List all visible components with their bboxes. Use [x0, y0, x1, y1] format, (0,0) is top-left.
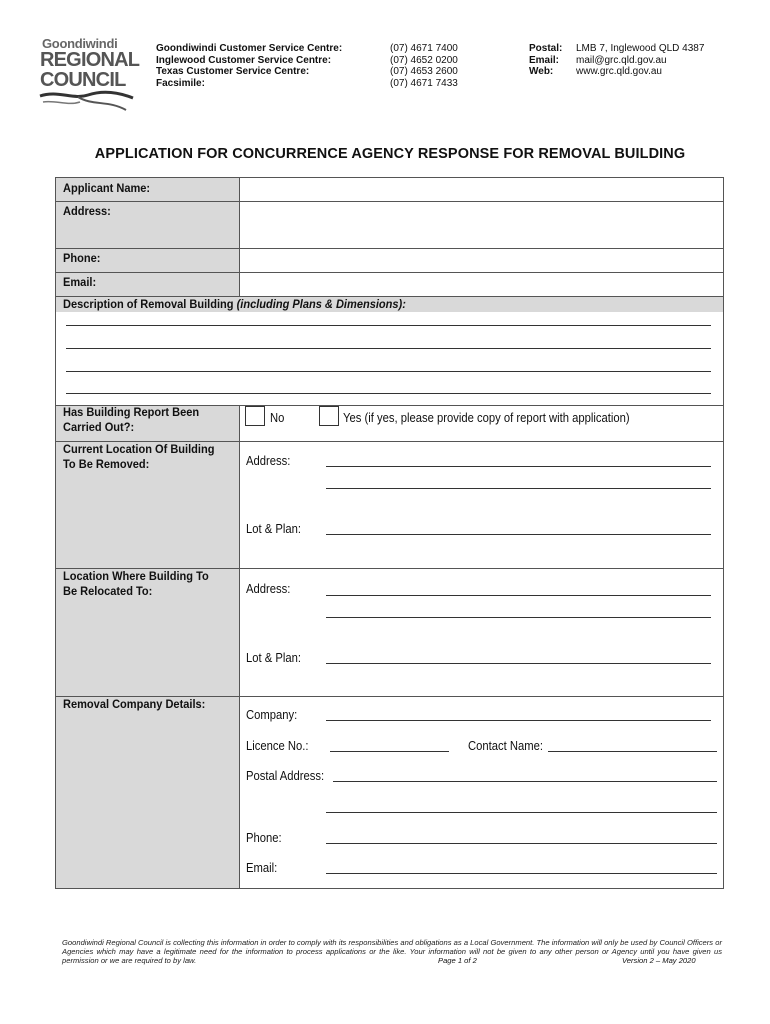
- phone-field[interactable]: [241, 250, 721, 271]
- relocation-line: Be Relocated To:: [63, 584, 153, 598]
- contact-name-label: Contact Name:: [468, 739, 544, 753]
- row-divider: [56, 248, 723, 249]
- building-report-line: Has Building Report Been: [63, 405, 200, 419]
- relocation-lot-plan-line[interactable]: [326, 663, 711, 664]
- relocation-label: [63, 569, 209, 599]
- description-line[interactable]: [66, 393, 711, 394]
- council-logo: [38, 36, 138, 116]
- version-label: Version 2 – May 2020: [622, 956, 696, 965]
- relocation-address-line[interactable]: [326, 595, 711, 596]
- column-divider: [239, 405, 240, 888]
- centre-phone: (07) 4671 7400: [390, 43, 458, 54]
- postal-label: Postal:: [529, 43, 563, 54]
- web-address: www.grc.qld.gov.au: [576, 66, 662, 77]
- relocation-address-label: Address:: [246, 582, 291, 596]
- centre-phone: (07) 4653 2600: [390, 66, 458, 77]
- address-field[interactable]: [241, 203, 721, 247]
- row-divider: [56, 272, 723, 273]
- company-phone-label: Phone:: [246, 831, 282, 845]
- logo-line-2: REGIONAL: [40, 49, 140, 71]
- company-phone-line[interactable]: [326, 843, 717, 844]
- postal-address-line[interactable]: [326, 812, 717, 813]
- relocation-address-line[interactable]: [326, 617, 711, 618]
- contact-name-line[interactable]: [548, 751, 717, 752]
- company-email-line[interactable]: [326, 873, 717, 874]
- email-label: Email:: [63, 275, 97, 289]
- description-line[interactable]: [66, 325, 711, 326]
- postal-labels: [529, 43, 574, 78]
- service-centres-phones: [390, 43, 510, 89]
- report-no-label: No: [270, 411, 285, 425]
- current-address-line[interactable]: [326, 466, 711, 467]
- postal-values: [576, 43, 726, 78]
- company-details-label: Removal Company Details:: [63, 697, 206, 711]
- current-location-line: To Be Removed:: [63, 457, 150, 471]
- licence-line[interactable]: [330, 751, 449, 752]
- report-yes-label: Yes (if yes, please provide copy of report with application): [343, 411, 630, 425]
- building-report-line: Carried Out?:: [63, 420, 135, 434]
- email-field[interactable]: [241, 274, 721, 295]
- description-text: Description of Removal Building: [63, 297, 237, 311]
- phone-label: Phone:: [63, 251, 101, 265]
- column-divider: [239, 178, 240, 296]
- page-number: Page 1 of 2: [438, 956, 477, 965]
- current-location-line: Current Location Of Building: [63, 442, 215, 456]
- building-report-label: [63, 405, 199, 435]
- current-address-label: Address:: [246, 454, 291, 468]
- application-form: [55, 177, 724, 889]
- current-location-label: [63, 442, 214, 472]
- centre-phone: (07) 4652 0200: [390, 54, 458, 66]
- web-label: Web:: [529, 66, 554, 77]
- centre-label: Goondiwindi Customer Service Centre:: [156, 43, 343, 54]
- label-column-bottom: [56, 405, 239, 888]
- row-divider: [56, 201, 723, 202]
- report-yes-checkbox[interactable]: [319, 406, 339, 426]
- privacy-notice: Goondiwindi Regional Council is collecting this information in order to comply with its responsibilities and obligations as a Local Government. The information will only be used by Council Officers or Agencies which may have a legitimate need for the information to process applications or the like. Your information will not be given to any other person or Agency until you have given us permission or we are required to by law.: [62, 938, 722, 965]
- relocation-line: Location Where Building To: [63, 569, 209, 583]
- description-line[interactable]: [66, 371, 711, 372]
- licence-label: Licence No.:: [246, 739, 309, 753]
- postal-address: LMB 7, Inglewood QLD 4387: [576, 43, 705, 54]
- company-label: Company:: [246, 708, 298, 722]
- company-line[interactable]: [326, 720, 711, 721]
- report-no-checkbox[interactable]: [245, 406, 265, 426]
- river-logo-icon: [38, 86, 138, 116]
- page-title: APPLICATION FOR CONCURRENCE AGENCY RESPONSE FOR REMOVAL BUILDING: [94, 146, 686, 162]
- company-email-label: Email:: [246, 861, 278, 875]
- current-lot-plan-line[interactable]: [326, 534, 711, 535]
- applicant-name-field[interactable]: [241, 179, 721, 200]
- postal-address-label: Postal Address:: [246, 769, 325, 783]
- description-note: (including Plans & Dimensions):: [236, 297, 406, 311]
- description-line[interactable]: [66, 348, 711, 349]
- current-address-line[interactable]: [326, 488, 711, 489]
- postal-address-line[interactable]: [333, 781, 717, 782]
- centre-label: Inglewood Customer Service Centre:: [156, 54, 332, 66]
- centre-label: Facsimile:: [156, 77, 205, 89]
- current-lot-plan-label: Lot & Plan:: [246, 522, 302, 536]
- service-centres-labels: [156, 43, 386, 89]
- relocation-lot-plan-label: Lot & Plan:: [246, 651, 302, 665]
- applicant-name-label: Applicant Name:: [63, 181, 151, 195]
- email-label: Email:: [529, 54, 560, 66]
- logo-line-1: Goondiwindi: [42, 36, 118, 51]
- description-label: [63, 297, 406, 312]
- logo-line-3: COUNCIL: [40, 69, 126, 91]
- email-address: mail@grc.qld.gov.au: [576, 54, 667, 66]
- address-label: Address:: [63, 204, 111, 218]
- centre-phone: (07) 4671 7433: [390, 77, 458, 89]
- centre-label: Texas Customer Service Centre:: [156, 66, 310, 77]
